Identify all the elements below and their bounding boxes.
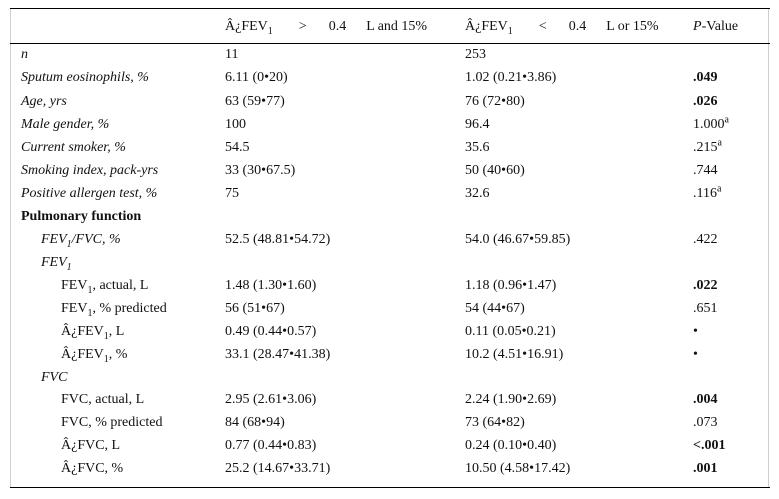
cell-dfvc-pct-increase: 25.2 (14.67•33.71) [225,461,331,476]
row-label-fvc-actual: FVC, actual, L [61,392,145,407]
row-label-delta-fvc-l: Â¿FVC, L [61,438,121,453]
cell-allergen-decrease: 32.6 [465,186,490,201]
cell-smoking-index-pvalue: .744 [693,163,718,178]
section-heading-pulmonary-function: Pulmonary function [21,209,142,224]
header-col-increase: $Â¿FEV_1 > 0.4$ L and 15% [225,19,428,37]
row-label-delta-fvc-pct: Â¿FVC, % [61,461,124,476]
cell-n-decrease: 253 [465,47,486,62]
subheading-fvc: FVC [41,370,68,385]
cell-dfev1-pct-decrease: 10.2 (4.51•16.91) [465,347,564,362]
table-border-right [768,8,769,488]
table-border-left [10,8,11,488]
cell-fev1fvc-pvalue: .422 [693,232,718,247]
cell-fev1-actual-pvalue: .022 [693,278,718,293]
cell-smoker-decrease: 35.6 [465,140,490,155]
row-label-current-smoker: Current smoker, % [21,140,126,155]
cell-fvc-pred-decrease: 73 (64•82) [465,415,525,430]
cell-fvc-actual-decrease: 2.24 (1.90•2.69) [465,392,557,407]
row-label-male-gender: Male gender, % [21,117,110,132]
cell-allergen-pvalue: .116$^a$ [693,183,722,201]
cell-dfev1-pct-increase: 33.1 (28.47•41.38) [225,347,331,362]
cell-fev1-actual-increase: 1.48 (1.30•1.60) [225,278,317,293]
cell-fvc-actual-increase: 2.95 (2.61•3.06) [225,392,317,407]
cell-sputum-pvalue: .049 [693,70,718,85]
cell-dfvc-l-decrease: 0.24 (0.10•0.40) [465,438,557,453]
header-col-decrease: $Â¿FEV_1 < 0.4$ L or 15% [465,19,659,37]
cell-smoking-index-decrease: 50 (40•60) [465,163,525,178]
row-label-sputum-eosinophils: Sputum eosinophils, % [21,70,149,85]
header-col-pvalue: P-Value [693,19,739,34]
cell-fev1-pred-decrease: 54 (44•67) [465,301,525,316]
cell-fev1-actual-decrease: 1.18 (0.96•1.47) [465,278,557,293]
cell-sputum-increase: 6.11 (0•20) [225,70,288,85]
row-label-allergen-test: Positive allergen test, % [21,186,158,201]
row-label-fvc-predicted: FVC, % predicted [61,415,163,430]
cell-fev1-pred-increase: 56 (51•67) [225,301,285,316]
row-label-n: n [21,47,28,62]
cell-smoker-pvalue: .215$^a$ [693,137,722,155]
row-label-fev1-fvc: $FEV_1$/FVC, % [41,232,121,250]
cell-age-increase: 63 (59•77) [225,94,285,109]
table-top-rule [10,8,770,9]
row-label-fev1-predicted: $FEV_1$, % predicted [61,301,167,319]
cell-age-pvalue: .026 [693,94,718,109]
cell-fvc-pred-pvalue: .073 [693,415,718,430]
cell-dfvc-l-pvalue: <.001 [693,438,726,453]
cell-male-decrease: 96.4 [465,117,490,132]
cell-fev1fvc-increase: 52.5 (48.81•54.72) [225,232,331,247]
table-bottom-rule [10,487,770,488]
cell-dfvc-pct-decrease: 10.50 (4.58•17.42) [465,461,571,476]
cell-fev1-pred-pvalue: .651 [693,301,718,316]
row-label-smoking-index: Smoking index, pack-yrs [21,163,159,178]
cell-fev1fvc-decrease: 54.0 (46.67•59.85) [465,232,571,247]
cell-allergen-increase: 75 [225,186,239,201]
header-rule [10,43,770,44]
cell-n-increase: 11 [225,47,239,62]
row-label-delta-fev1-pct: $Â¿FEV_1$, % [61,347,128,365]
cell-male-increase: 100 [225,117,246,132]
cell-smoking-index-increase: 33 (30•67.5) [225,163,296,178]
subheading-fev1: $FEV_1$ [41,255,72,273]
cell-smoker-increase: 54.5 [225,140,250,155]
cell-dfev1-l-decrease: 0.11 (0.05•0.21) [465,324,556,339]
cell-dfvc-l-increase: 0.77 (0.44•0.83) [225,438,317,453]
cell-age-decrease: 76 (72•80) [465,94,525,109]
cell-male-pvalue: 1.000$^a$ [693,114,729,132]
cell-fvc-pred-increase: 84 (68•94) [225,415,285,430]
cell-fvc-actual-pvalue: .004 [693,392,718,407]
row-label-age: Age, yrs [21,94,67,109]
row-label-fev1-actual: $FEV_1$, actual, L [61,278,149,296]
row-label-delta-fev1-l: $Â¿FEV_1$, L [61,324,125,342]
cell-dfev1-pct-pvalue: • [693,347,698,362]
cell-dfev1-l-pvalue: • [693,324,698,339]
cell-sputum-decrease: 1.02 (0.21•3.86) [465,70,557,85]
cell-dfvc-pct-pvalue: .001 [693,461,718,476]
cell-dfev1-l-increase: 0.49 (0.44•0.57) [225,324,317,339]
